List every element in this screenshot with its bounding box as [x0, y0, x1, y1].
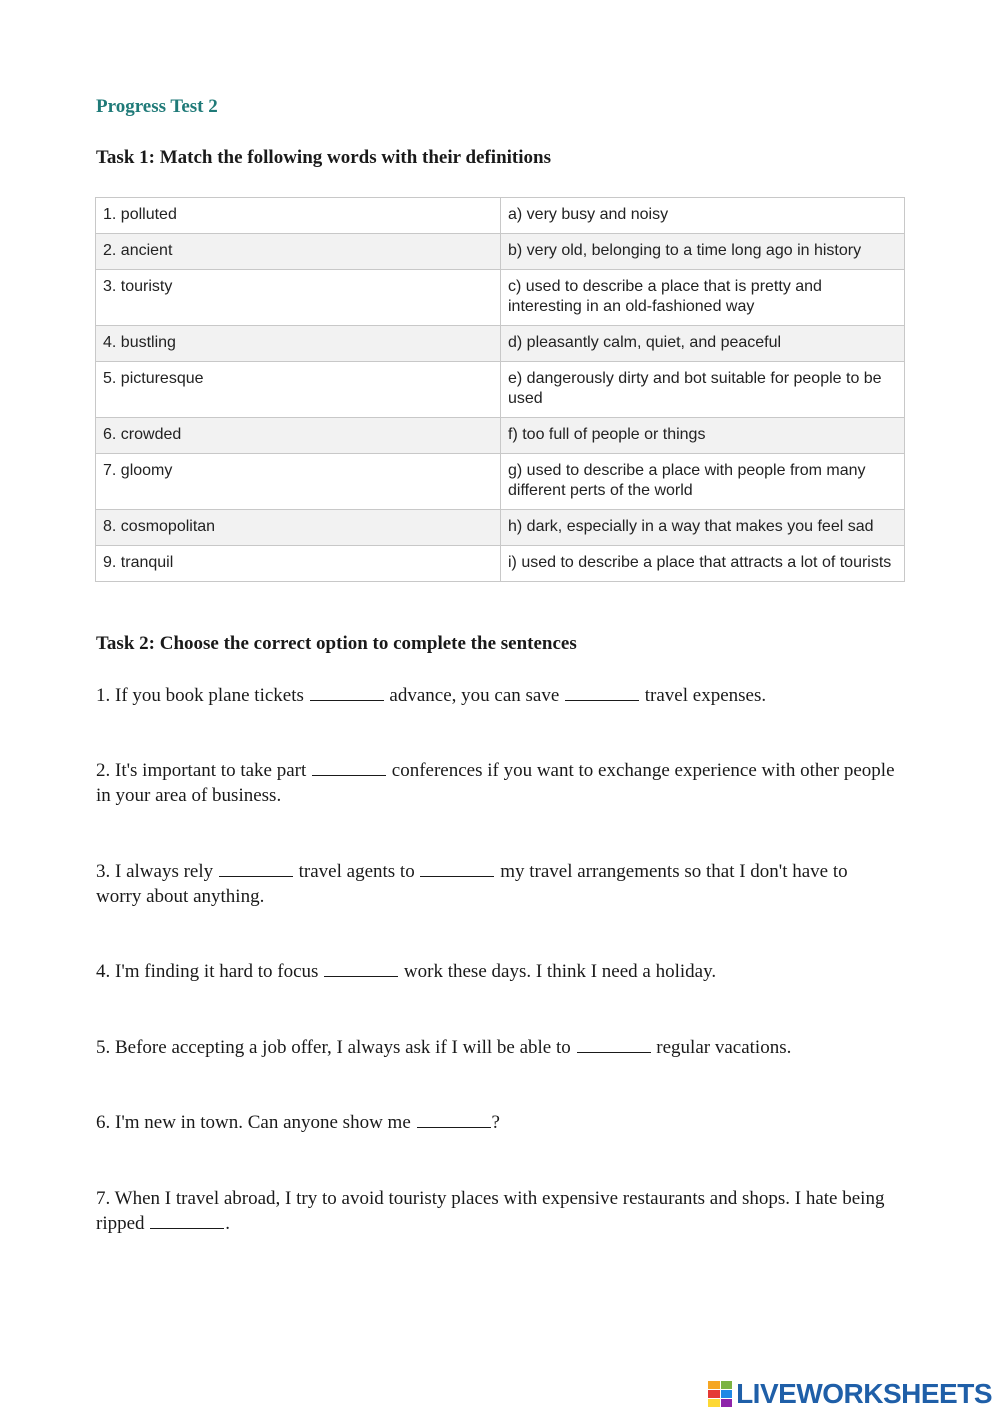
word-cell: 7. gloomy	[96, 454, 501, 510]
logo-square	[708, 1399, 720, 1407]
sentence-text: my travel arrangements so that I don't have to worry about anything.	[96, 861, 848, 907]
sentence-1	[96, 683, 896, 708]
sentence-text: 2. It's important to take part	[96, 760, 312, 781]
sentence-text: regular vacations.	[651, 1037, 792, 1058]
sentence-text: travel expenses.	[640, 685, 767, 706]
definition-cell: e) dangerously dirty and bot suitable for people to be used	[501, 362, 905, 418]
logo-square	[721, 1390, 733, 1398]
sentence-6	[96, 1110, 896, 1135]
table-row	[96, 234, 905, 270]
matching-table	[95, 197, 905, 582]
task2-heading: Task 2: Choose the correct option to complete the sentences	[96, 633, 577, 654]
sentence-text: .	[225, 1213, 231, 1234]
table-row	[96, 362, 905, 418]
word-cell: 5. picturesque	[96, 362, 501, 418]
table-row	[96, 510, 905, 546]
sentence-2	[96, 758, 896, 808]
definition-cell: f) too full of people or things	[501, 418, 905, 454]
word-cell: 2. ancient	[96, 234, 501, 270]
definition-cell: c) used to describe a place that is pretty and interesting in an old-fashioned way	[501, 270, 905, 326]
sentence-text: 1. If you book plane tickets	[96, 685, 309, 706]
definition-cell: g) used to describe a place with people from many different perts of the world	[501, 454, 905, 510]
definition-cell: a) very busy and noisy	[501, 198, 905, 234]
logo-square	[708, 1381, 720, 1389]
sentence-5	[96, 1035, 896, 1060]
logo-square	[721, 1399, 733, 1407]
word-cell: 1. polluted	[96, 198, 501, 234]
page-title: Progress Test 2	[96, 96, 218, 117]
logo-square	[708, 1390, 720, 1398]
table-row	[96, 418, 905, 454]
table-row	[96, 454, 905, 510]
sentence-text: work these days. I think I need a holiday.	[399, 961, 717, 982]
answer-blank[interactable]	[565, 683, 639, 701]
answer-blank[interactable]	[324, 959, 398, 977]
sentence-text: advance, you can save	[384, 685, 565, 706]
answer-blank[interactable]	[577, 1035, 651, 1053]
sentence-text: 7. When I travel abroad, I try to avoid touristy places with expensive restaurants and shops. I hate being ripped	[96, 1188, 885, 1234]
logo-square	[721, 1381, 733, 1389]
table-row	[96, 270, 905, 326]
answer-blank[interactable]	[219, 859, 293, 877]
table-row	[96, 326, 905, 362]
word-cell: 6. crowded	[96, 418, 501, 454]
definition-cell: i) used to describe a place that attracts a lot of tourists	[501, 546, 905, 582]
brand-text: LIVEWORKSHEETS	[736, 1378, 992, 1409]
word-cell: 8. cosmopolitan	[96, 510, 501, 546]
answer-blank[interactable]	[150, 1211, 224, 1229]
answer-blank[interactable]	[312, 758, 386, 776]
table-row	[96, 546, 905, 582]
sentence-text: 6. I'm new in town. Can anyone show me	[96, 1112, 416, 1133]
answer-blank[interactable]	[310, 683, 384, 701]
answer-blank[interactable]	[420, 859, 494, 877]
definition-cell: b) very old, belonging to a time long ago in history	[501, 234, 905, 270]
sentence-text: 3. I always rely	[96, 861, 218, 882]
sentence-text: travel agents to	[293, 861, 420, 882]
answer-blank[interactable]	[417, 1110, 491, 1128]
word-cell: 3. touristy	[96, 270, 501, 326]
sentence-text: ?	[491, 1112, 500, 1133]
definition-cell: d) pleasantly calm, quiet, and peaceful	[501, 326, 905, 362]
sentence-7	[96, 1186, 896, 1236]
liveworksheets-logo-icon	[708, 1381, 732, 1407]
sentence-text: conferences if you want to exchange experience with other people in your area of business.	[96, 760, 895, 806]
word-cell: 4. bustling	[96, 326, 501, 362]
sentence-text: 4. I'm finding it hard to focus	[96, 961, 324, 982]
task1-heading: Task 1: Match the following words with their definitions	[96, 147, 551, 168]
liveworksheets-brand	[708, 1378, 992, 1410]
definition-cell: h) dark, especially in a way that makes you feel sad	[501, 510, 905, 546]
table-row	[96, 198, 905, 234]
sentence-text: 5. Before accepting a job offer, I always ask if I will be able to	[96, 1037, 576, 1058]
sentence-4	[96, 959, 896, 984]
word-cell: 9. tranquil	[96, 546, 501, 582]
sentence-3	[96, 859, 896, 909]
